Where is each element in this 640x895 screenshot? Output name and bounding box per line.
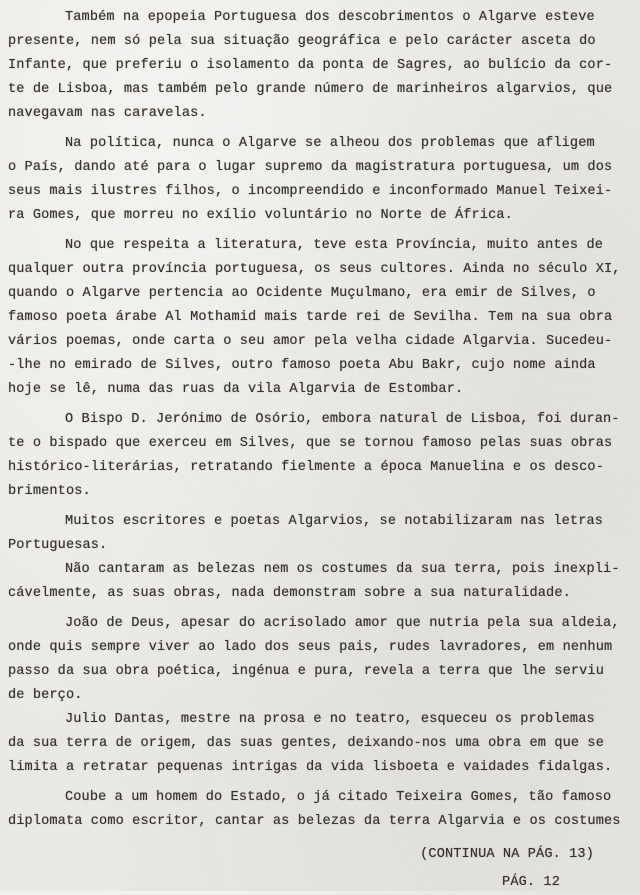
text-line: Também na epopeia Portuguesa dos descobrimentos o Algarve esteve — [65, 10, 595, 25]
paragraph — [8, 6, 632, 126]
text-line: -lhe no emirado de Silves, outro famoso poeta Abu Bakr, cujo nome ainda — [8, 358, 596, 373]
text-line: presente, nem só pela sua situação geográfica e pelo carácter asceta do — [8, 34, 596, 49]
continuation-note: (CONTINUA NA PÁG. 13) — [420, 847, 594, 862]
paragraph — [8, 132, 632, 228]
text-line: No que respeita a literatura, teve esta Província, muito antes de — [65, 238, 604, 253]
text-line: o País, dando até para o lugar supremo da magistratura portuguesa, um dos — [8, 160, 613, 175]
text-line: diplomata como escritor, cantar as belezas da terra Algarvia e os costumes — [8, 814, 621, 829]
text-line: quando o Algarve pertencia ao Ocidente Muçulmano, era emir de Silves, o — [8, 286, 596, 301]
text-line: Infante, que preferiu o isolamento da ponta de Sagres, ao bulício da cor- — [8, 58, 613, 73]
text-line: te o bispado que exerceu em Silves, que se tornou famoso pelas suas obras — [8, 436, 613, 451]
text-line: João de Deus, apesar do acrisolado amor que nutria pela sua aldeia, — [65, 616, 620, 631]
text-line: Não cantaram as belezas nem os costumes da sua terra, pois inexpli- — [65, 562, 620, 577]
text-line: qualquer outra província portuguesa, os seus cultores. Ainda no século XI, — [8, 262, 621, 277]
text-line: te de Lisboa, mas também pelo grande número de marinheiros algarvios, que — [8, 82, 613, 97]
text-line: Muitos escritores e poetas Algarvios, se notabilizaram nas letras — [65, 514, 604, 529]
text-line: Na política, nunca o Algarve se alheou dos problemas que afligem — [65, 136, 595, 151]
text-line: famoso poeta árabe Al Mothamid mais tarde rei de Sevilha. Tem na sua obra — [8, 310, 613, 325]
text-line: Julio Dantas, mestre na prosa e no teatro, esqueceu os problemas — [65, 712, 595, 727]
text-line: seus mais ilustres filhos, o incompreendido e inconformado Manuel Teixei- — [8, 184, 613, 199]
text-line: brimentos. — [8, 484, 91, 499]
text-line: Portuguesas. — [8, 538, 108, 553]
text-line: passo da sua obra poética, ingénua e pura, revela a terra que lhe serviu — [8, 664, 604, 679]
text-line: navegavam nas caravelas. — [8, 106, 207, 121]
text-line: hoje se lê, numa das ruas da vila Algarvia de Estombar. — [8, 382, 464, 397]
text-line: cávelmente, as suas obras, nada demonstram sobre a sua naturalidade. — [8, 586, 571, 601]
paragraph — [8, 708, 632, 780]
text-line: ra Gomes, que morreu no exílio voluntário no Norte de África. — [8, 208, 513, 223]
page-number: PÁG. 12 — [502, 875, 560, 890]
text-line: O Bispo D. Jerónimo de Osório, embora natural de Lisboa, foi duran- — [65, 412, 620, 427]
text-line: onde quis sempre viver ao lado dos seus pais, rudes lavradores, em nenhum — [8, 640, 613, 655]
text-line: Coube a um homem do Estado, o já citado Teixeira Gomes, tão famoso — [65, 790, 612, 805]
paragraph — [8, 558, 632, 606]
text-line: de berço. — [8, 688, 83, 703]
paragraph — [8, 234, 632, 402]
text-line: limita a retratar pequenas intrigas da vida lisboeta e vaidades fidalgas. — [8, 760, 613, 775]
paragraph — [8, 612, 632, 708]
text-line: vários poemas, onde carta o seu amor pela velha cidade Algarvia. Sucedeu- — [8, 334, 613, 349]
paragraph — [8, 786, 632, 834]
paragraph — [8, 408, 632, 504]
paragraph — [8, 510, 632, 558]
text-line: histórico-literárias, retratando fielmente a época Manuelina e os desco- — [8, 460, 604, 475]
text-line: da sua terra de origem, das suas gentes, deixando-nos uma obra em que se — [8, 736, 604, 751]
